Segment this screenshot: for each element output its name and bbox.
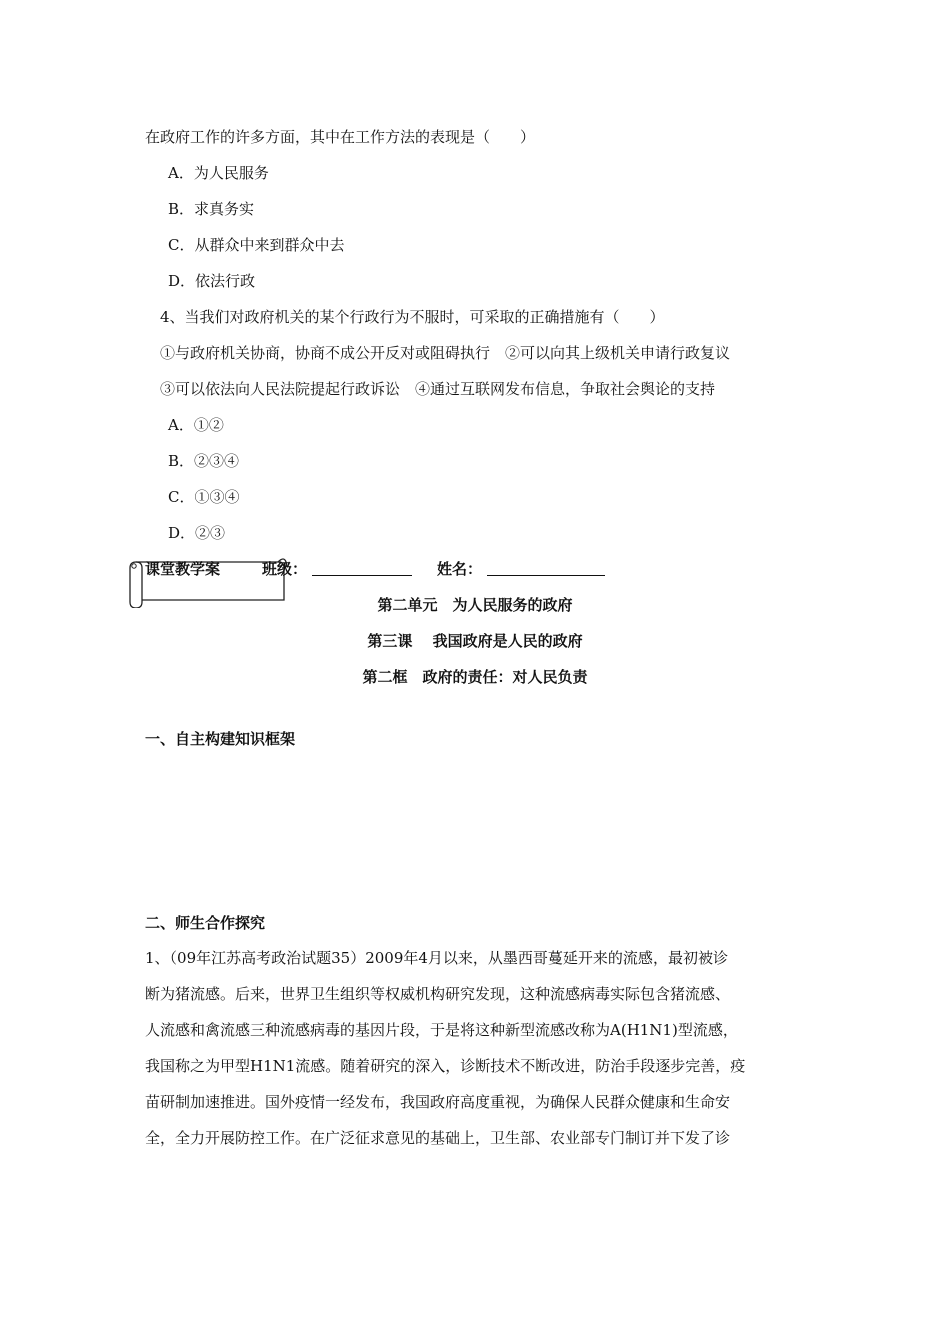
frame-title: 第二框 政府的责任：对人民负责 bbox=[362, 668, 588, 686]
q4-statements-line-2: ③可以依法向人民法院提起行政诉讼 ④通过互联网发布信息，争取社会舆论的支持 bbox=[160, 380, 716, 398]
question-4-stem: 4、当我们对政府机关的某个行政行为不服时，可采取的正确措施有（ ） bbox=[160, 308, 665, 326]
class-label: 班级： bbox=[262, 560, 308, 578]
case-label: 课堂教学案 bbox=[145, 560, 221, 578]
q4-option-c: C．①③④ bbox=[168, 488, 240, 506]
case-1-line: 人流感和禽流感三种流感病毒的基因片段，于是将这种新型流感改称为A(H1N1)型流感， bbox=[145, 1021, 738, 1039]
case-1-line: 苗研制加速推进。国外疫情一经发布，我国政府高度重视，为确保人民群众健康和生命安 bbox=[145, 1093, 731, 1111]
case-1-line: 全，全力开展防控工作。在广泛征求意见的基础上，卫生部、农业部专门制订并下发了诊 bbox=[145, 1129, 731, 1147]
section-two-heading: 二、师生合作探究 bbox=[145, 914, 266, 932]
q4-statements-line-1: ①与政府机关协商，协商不成公开反对或阻碍执行 ②可以向其上级机关申请行政复议 bbox=[160, 344, 731, 362]
q4-option-a: A．①② bbox=[168, 416, 224, 434]
case-1-line: 断为猪流感。后来，世界卫生组织等权威机构研究发现，这种流感病毒实际包含猪流感、 bbox=[145, 985, 731, 1003]
q3-option-c: C．从群众中来到群众中去 bbox=[168, 236, 345, 254]
case-1-paragraph bbox=[145, 940, 805, 1156]
q3-option-a: A．为人民服务 bbox=[168, 164, 269, 182]
q3-option-d: D．依法行政 bbox=[168, 272, 256, 290]
name-blank bbox=[487, 559, 605, 576]
lesson-title: 第三课 我国政府是人民的政府 bbox=[367, 632, 583, 650]
class-blank bbox=[312, 559, 412, 576]
q3-option-b: B．求真务实 bbox=[168, 200, 255, 218]
name-label: 姓名： bbox=[437, 560, 483, 578]
case-1-line: 1、（09年江苏高考政治试题35）2009年4月以来，从墨西哥蔓延开来的流感，最初被诊 bbox=[145, 949, 728, 967]
unit-title: 第二单元 为人民服务的政府 bbox=[377, 596, 573, 614]
q4-option-d: D．②③ bbox=[168, 524, 226, 542]
q4-option-b: B．②③④ bbox=[168, 452, 240, 470]
question-3-stem: 在政府工作的许多方面，其中在工作方法的表现是（ ） bbox=[145, 128, 536, 146]
case-1-line: 我国称之为甲型H1N1流感。随着研究的深入，诊断技术不断改进，防治手段逐步完善，疫 bbox=[145, 1057, 746, 1075]
section-one-heading: 一、自主构建知识框架 bbox=[145, 730, 296, 748]
